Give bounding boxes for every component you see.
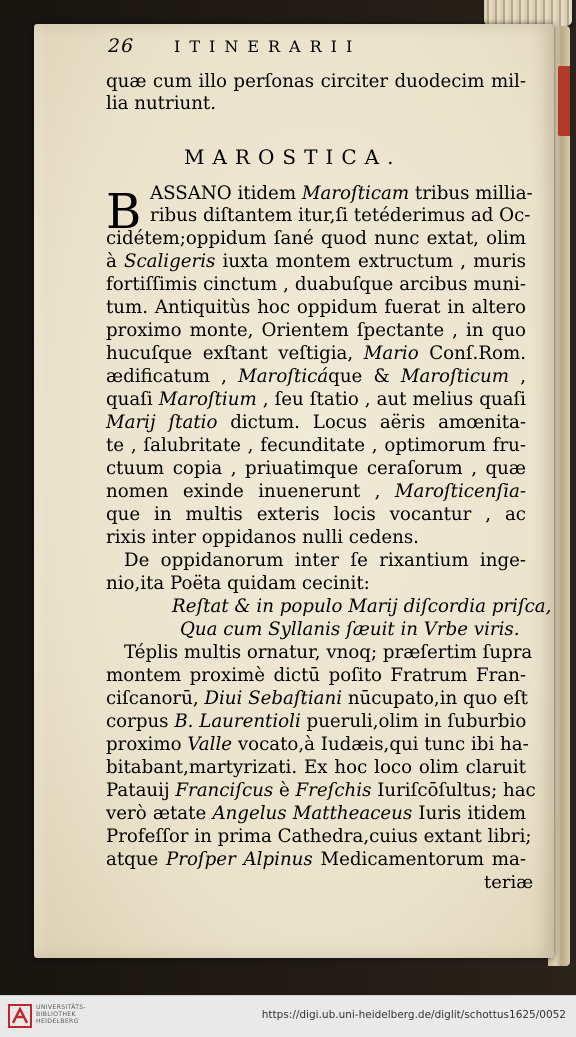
roman-run: que in multis exteris locis vocantur , ac: [106, 504, 526, 525]
roman-run: proximo: [106, 734, 188, 755]
roman-run: nūcupato,in quo eſt: [342, 688, 528, 709]
text-line: [106, 711, 526, 733]
roman-run: quæ cum illo perſonas circiter duodecim mil-: [106, 71, 526, 92]
running-title: ITINERARII: [174, 37, 362, 56]
text-line: [106, 297, 526, 319]
catchword: teriæ: [484, 872, 534, 893]
italic-run: Scaligeris: [123, 251, 216, 272]
text-line: [150, 183, 533, 205]
italic-run: Freſchis: [295, 780, 372, 801]
roman-run: montem proximè dictū poſito Fratrum Fran-: [106, 665, 526, 686]
verse-line: [172, 596, 551, 618]
text-line: [106, 458, 526, 480]
roman-run: tribus millia-: [409, 183, 533, 204]
text-line: [106, 826, 532, 848]
text-line: [106, 734, 529, 756]
roman-run: Téplis multis ornatur, vnoq; præſertim ſupra: [124, 642, 533, 663]
roman-run: Iuris itidem: [412, 803, 526, 824]
text-line: [106, 228, 526, 250]
italic-run: Angelus Mattheaceus: [212, 803, 413, 824]
bookmark-tab: [558, 66, 570, 136]
text-line: [106, 343, 526, 365]
text-line: [106, 93, 216, 115]
italic-run: Mario: [363, 343, 419, 364]
italic-run: Franciſcus: [175, 780, 274, 801]
roman-run: nio,ita Poëta quidam cecinit:: [106, 573, 370, 594]
text-line: [106, 573, 370, 595]
verse-line: [180, 619, 520, 641]
roman-run: verò ætate: [106, 803, 213, 824]
roman-run: hucuſque exſtant veſtigia,: [106, 343, 364, 364]
roman-run: ribus diſtantem itur,ſi tetéderimus ad Oc-: [150, 205, 531, 226]
text-line: [106, 71, 526, 93]
roman-run: , ſeu ſtatio , aut melius quaſi: [256, 389, 526, 410]
roman-run: rixis inter oppidanos nulli cedens.: [106, 527, 419, 548]
italic-run: Marij ſtatio: [106, 412, 218, 433]
university-logo-icon: [8, 1004, 32, 1028]
text-line: [106, 849, 526, 871]
roman-run: cidétem;oppidum ſané quod nunc extat, olim: [106, 228, 526, 249]
italic-run: Diui Sebaſtiani: [204, 688, 343, 709]
italic-run: Maroſticam: [301, 183, 410, 204]
roman-run: à: [106, 251, 124, 272]
italic-run: Reſtat & in populo Marij diſcordia priſca,: [172, 596, 552, 617]
roman-run: ædificatum ,: [106, 366, 239, 387]
roman-run: nomen exinde inuenerunt ,: [106, 481, 395, 502]
roman-run: proximo monte, Orientem ſpectante , in quo: [106, 320, 526, 341]
roman-run: vocato,à Iudæis,qui tunc ibi ha-: [232, 734, 529, 755]
italic-run: B. Laurentioli: [174, 711, 301, 732]
text-line: [106, 803, 526, 825]
institution-name-line-1: UNIVERSITÄTS-: [36, 1004, 87, 1011]
roman-run: De oppidanorum inter ſe rixantium inge-: [124, 550, 526, 571]
roman-run: corpus: [106, 711, 175, 732]
drop-capital: B: [106, 184, 142, 240]
roman-run: atque: [106, 849, 167, 870]
italic-run: Maroſticenſia-: [394, 481, 526, 502]
roman-run: Profeſſor in prima Cathedra,cuius extant libri;: [106, 826, 532, 847]
text-line: [106, 481, 526, 503]
text-line: [106, 780, 536, 802]
section-heading: MAROSTICA.: [184, 145, 402, 169]
roman-run: è: [273, 780, 296, 801]
roman-run: fortiſſimis cinctum , duabuſque arcibus muni-: [106, 274, 526, 295]
roman-run: pueruli,olim in ſuburbio: [300, 711, 527, 732]
permalink-url[interactable]: https://digi.ub.uni-heidelberg.de/diglit/schottus1625/0052: [261, 1009, 566, 1021]
text-line: [150, 205, 531, 227]
roman-run: ciſcanorū,: [106, 688, 205, 709]
italic-run: Qua cum Syllanis ſæuit in Vrbe viris.: [180, 619, 520, 640]
italic-run: Valle: [187, 734, 233, 755]
viewer-footer: [0, 995, 576, 1037]
roman-run: quaſi: [106, 389, 159, 410]
roman-run: Patauij: [106, 780, 176, 801]
text-line: [106, 412, 526, 434]
roman-run: lia nutriunt.: [106, 93, 217, 114]
italic-run: Maroſticum: [400, 366, 510, 387]
text-line: [106, 435, 526, 457]
italic-run: Maroſtium: [158, 389, 257, 410]
text-line: [106, 665, 526, 687]
page-clip-top: [484, 0, 572, 26]
text-line: [124, 550, 526, 572]
roman-run: iuxta montem extructum , muris: [215, 251, 526, 272]
text-line: [106, 757, 526, 779]
roman-run: Medicamentorum ma-: [312, 849, 526, 870]
text-line: [106, 366, 526, 388]
running-header: [108, 35, 408, 57]
roman-run: dictum. Locus aëris amœnita-: [217, 412, 527, 433]
institution-name-line-2: BIBLIOTHEK: [36, 1011, 76, 1018]
text-line: [106, 251, 526, 273]
italic-run: Proſper Alpinus: [166, 849, 313, 870]
page-number: 26: [108, 35, 135, 57]
text-line: [124, 642, 533, 664]
institution-name-line-3: HEIDELBERG: [36, 1018, 79, 1025]
text-line: [106, 504, 526, 526]
text-line: [106, 527, 419, 549]
roman-run: bitabant,martyrizati. Ex hoc loco olim claruit: [106, 757, 526, 778]
roman-run: Iuriſcōſultus; hac: [371, 780, 536, 801]
roman-run: Conſ.Rom.: [418, 343, 527, 364]
roman-run: te , ſalubritate , fecunditate , optimorum fru-: [106, 435, 526, 456]
roman-run: que &: [328, 366, 401, 387]
roman-run: ,: [509, 366, 526, 387]
italic-run: Maroſticá: [238, 366, 329, 387]
text-line: [106, 274, 526, 296]
text-line: [106, 688, 526, 710]
roman-run: tum. Antiquitùs hoc oppidum fuerat in altero: [106, 297, 526, 318]
roman-run: ASSANO itidem: [150, 183, 302, 204]
text-line: [106, 389, 526, 411]
text-line: [106, 320, 526, 342]
roman-run: ctuum copia , priuatimque ceraſorum , quæ: [106, 458, 526, 479]
